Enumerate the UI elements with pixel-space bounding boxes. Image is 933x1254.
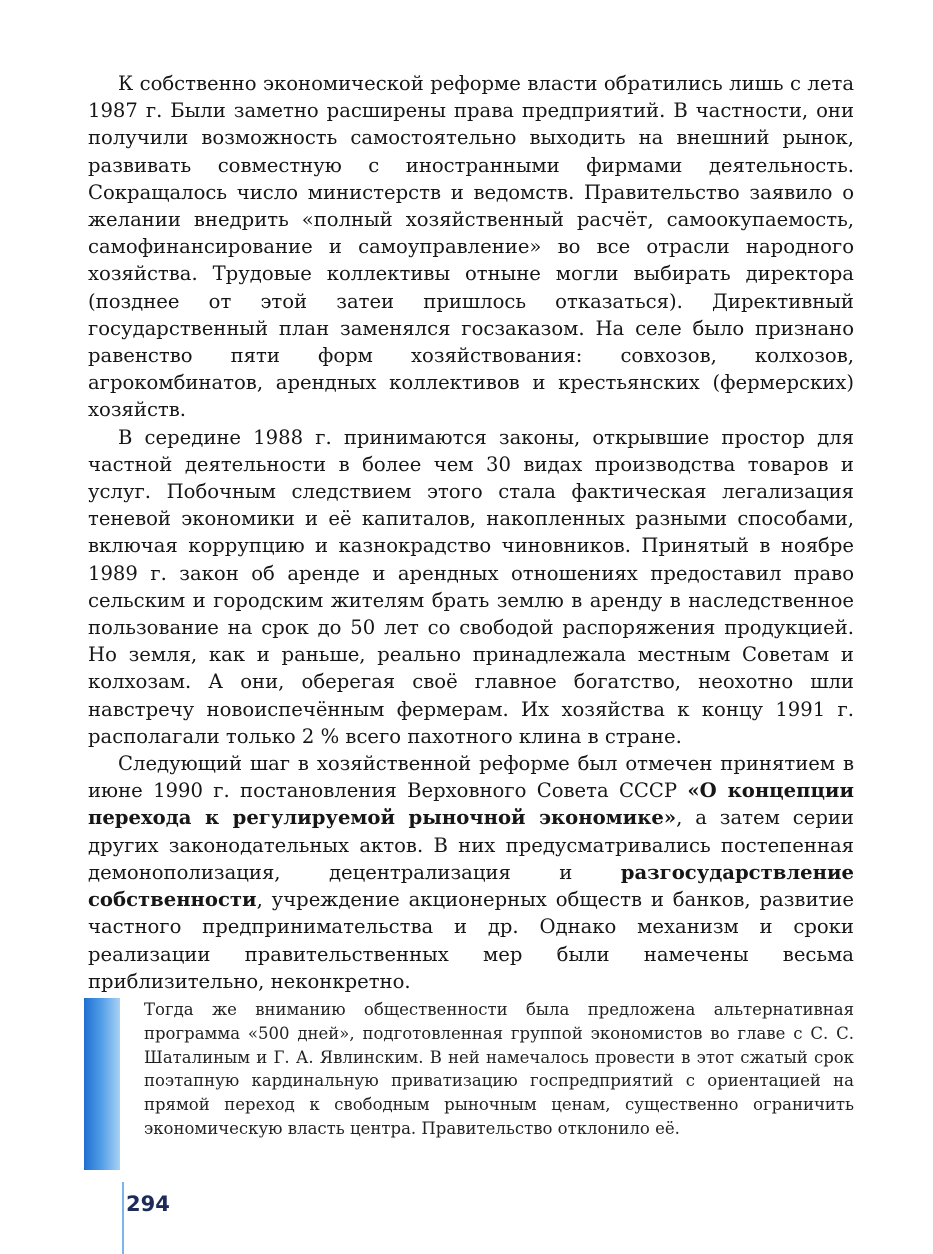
denationalization-term: разгосударствление собственности	[88, 860, 854, 912]
paragraph-next-step-part3: , учреждение акционерных обществ и банков, развитие частного предпринимательства и др. Однако механизм и сроки реализации правительственных мер были намечены весьма приблизительно, неконкретно.	[88, 888, 854, 993]
page-number-divider	[122, 1182, 124, 1254]
paragraph-laws-1988: В середине 1988 г. принимаются законы, открывшие простор для частной деятельности в более чем 30 видах производства товаров и услуг. Побочным следствием этого стала фактическая легализация теневой экономики и её капиталов, накопленных разными способами, включая коррупцию и казнокрадство чиновников. Принятый в ноябре 1989 г. закон об аренде и арендных отношениях предоставил право сельским и городским жителям брать землю в аренду в наследственное пользование на срок до 50 лет со свободой распоряжения продукцией. Но земля, как и раньше, реально принадлежала местным Советам и колхозам. А они, оберегая своё главное богатство, неохотно шли навстречу новоиспечённым фермерам. Их хозяйства к концу 1991 г. располагали только 2 % всего пахотного клина в стране.	[88, 425, 854, 748]
sidebar-text	[144, 998, 854, 1141]
sidebar-paragraph: Тогда же вниманию общественности была предложена альтернативная программа «500 дней», подготовленная группой экономистов во главе с С. С. Шаталиным и Г. А. Явлинским. В ней намечалось провести в этот сжатый срок поэтапную кардинальную приватизацию госпредприятий с ориентацией на прямой переход к свободным рыночным ценам, существенно ограничить экономическую власть центра. Правительство отклонило её.	[144, 1000, 854, 1138]
main-text	[88, 70, 854, 995]
sidebar-accent-bar	[84, 998, 120, 1170]
paragraph-economic-reform: К собственно экономической реформе власти обратились лишь с лета 1987 г. Были заметно расширены права предприятий. В частности, они получили возможность самостоятельно выходить на внешний рынок, развивать совместную с иностранными фирмами деятельность. Сокращалось число министерств и ведомств. Правительство заявило о желании внедрить «полный хозяйственный расчёт, самоокупаемость, самофинансирование и самоуправление» во все отрасли народного хозяйства. Трудовые коллективы отныне могли выбирать директора (позднее от этой затеи пришлось отказаться). Директивный государственный план заменялся госзаказом. На селе было признано равенство пяти форм хозяйствования: совхозов, колхозов, агрокомбинатов, арендных коллективов и крестьянских (фермерских) хозяйств.	[88, 72, 854, 422]
paragraph-next-step	[88, 750, 854, 995]
concept-title: «О концепции перехода к регулируемой рыночной экономике»	[88, 779, 854, 830]
sidebar-note	[84, 998, 854, 1170]
paragraph-next-step-part2: , а затем серии других законодательных актов. В них предусматривались постепенная демонополизация, децентрализация и	[88, 806, 854, 884]
paragraph-next-step-part1: Следующий шаг в хозяйственной реформе был отмечен принятием в июне 1990 г. постановления Верховного Совета СССР	[88, 752, 854, 803]
page-number: 294	[126, 1192, 170, 1216]
